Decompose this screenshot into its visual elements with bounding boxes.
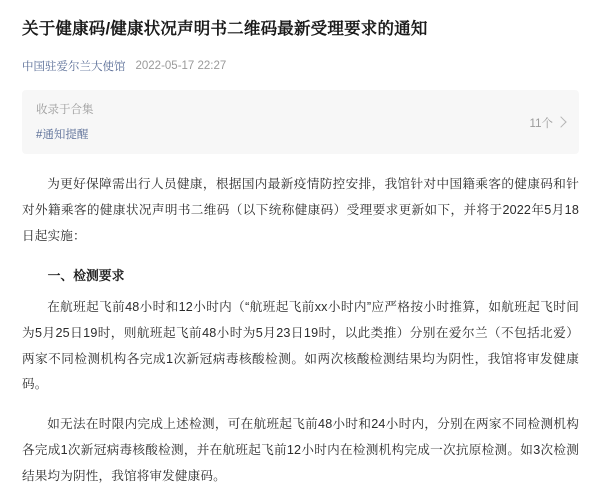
collection-count: 11个: [529, 117, 553, 130]
collection-tag[interactable]: #通知提醒: [36, 128, 89, 141]
page-title: 关于健康码/健康状况声明书二维码最新受理要求的通知: [22, 20, 428, 38]
article-date: 2022-05-17 22:27: [135, 59, 227, 72]
body-paragraph: 如无法在时限内完成上述检测，可在航班起飞前48小时和24小时内，分别在两家不同检测机构各完成1次新冠病毒核酸检测，并在航班起飞前12小时内在检测机构完成一次抗原检测。如3次检测结果均为阴性，我馆将审发健康码。: [22, 417, 579, 483]
chevron-right-icon: [555, 117, 566, 128]
section-heading: 一、检测要求: [47, 268, 125, 284]
body-paragraph: 在航班起飞前48小时和12小时内（“航班起飞前xx小时内”应严格按小时推算，如航班起飞时间为5月25日19时，则航班起飞前48小时为5月23日19时，以此类推）分别在爱尔兰（不包括北爱）两家不同检测机构各完成1次新冠病毒核酸检测。如两次核酸检测结果均为阴性，我馆将审发健康码。: [22, 299, 579, 392]
article-author[interactable]: 中国驻爱尔兰大使馆: [22, 60, 126, 73]
collection-label: 收录于合集: [36, 103, 94, 116]
article-meta: [22, 58, 579, 74]
article-body: [22, 172, 579, 490]
collection-info: [36, 101, 94, 142]
collection-card[interactable]: [22, 90, 579, 154]
collection-count-group[interactable]: [530, 101, 565, 131]
body-paragraph: 为更好保障需出行人员健康，根据国内最新疫情防控安排，我馆针对中国籍乘客的健康码和针对外籍乘客的健康状况声明书二维码（以下统称健康码）受理要求更新如下，并将于2022年5月18日起实施：: [22, 176, 579, 243]
